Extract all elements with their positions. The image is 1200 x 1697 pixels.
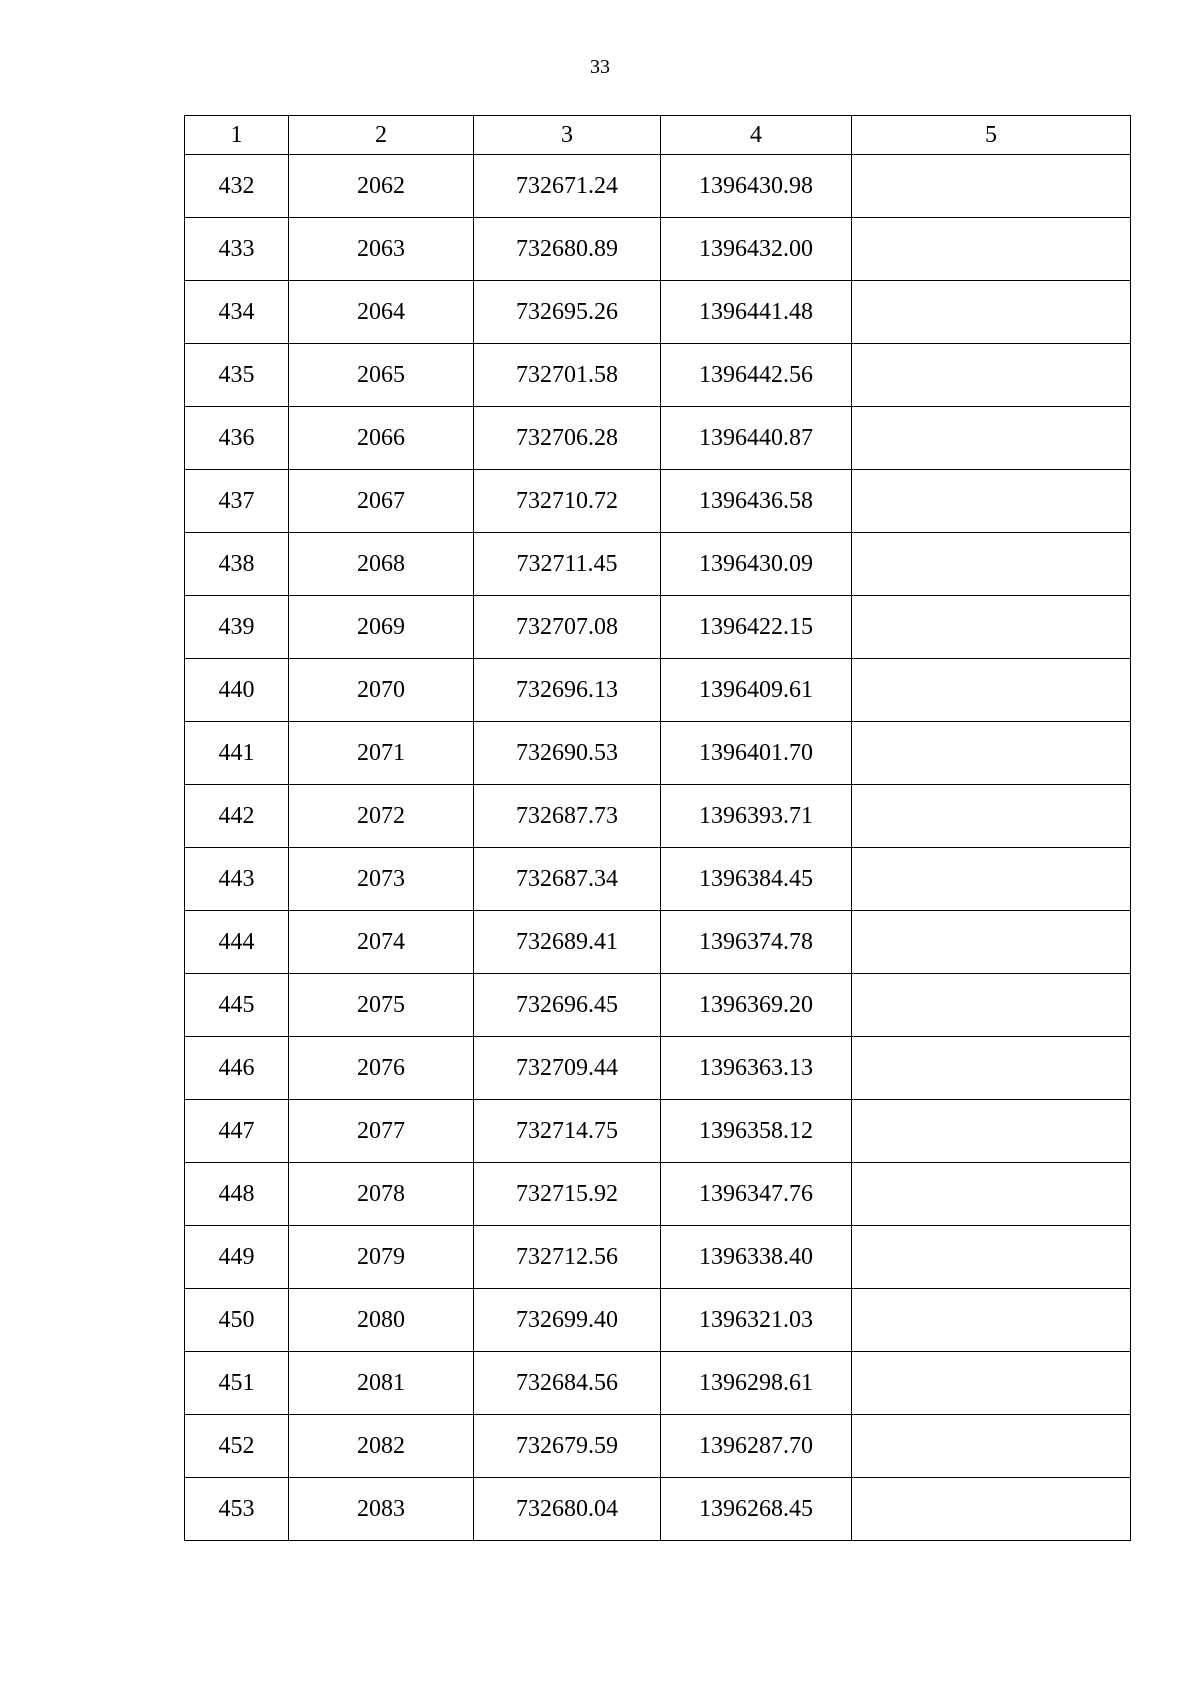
table-cell-col-5 <box>852 911 1131 974</box>
table-cell-col-5 <box>852 848 1131 911</box>
table-cell-col-5 <box>852 1100 1131 1163</box>
table-cell-col-3: 732695.26 <box>474 281 661 344</box>
column-header-5: 5 <box>852 116 1131 155</box>
table-cell-col-2: 2064 <box>289 281 474 344</box>
table-cell-col-4: 1396440.87 <box>661 407 852 470</box>
table-cell-col-5 <box>852 407 1131 470</box>
column-header-1: 1 <box>185 116 289 155</box>
table-cell-col-5 <box>852 1163 1131 1226</box>
table-cell-col-1: 432 <box>185 155 289 218</box>
table-row <box>185 1037 1131 1100</box>
table-body <box>185 155 1131 1541</box>
table-cell-col-5 <box>852 281 1131 344</box>
table-cell-col-3: 732696.45 <box>474 974 661 1037</box>
table-cell-col-4: 1396287.70 <box>661 1415 852 1478</box>
table-cell-col-1: 446 <box>185 1037 289 1100</box>
table-cell-col-2: 2074 <box>289 911 474 974</box>
table-cell-col-4: 1396347.76 <box>661 1163 852 1226</box>
table-cell-col-2: 2067 <box>289 470 474 533</box>
table-cell-col-3: 732684.56 <box>474 1352 661 1415</box>
table-cell-col-5 <box>852 722 1131 785</box>
table-cell-col-2: 2081 <box>289 1352 474 1415</box>
table-cell-col-4: 1396374.78 <box>661 911 852 974</box>
table-cell-col-4: 1396298.61 <box>661 1352 852 1415</box>
table-cell-col-2: 2068 <box>289 533 474 596</box>
table-cell-col-4: 1396363.13 <box>661 1037 852 1100</box>
table-row <box>185 407 1131 470</box>
table-cell-col-2: 2069 <box>289 596 474 659</box>
table-cell-col-1: 453 <box>185 1478 289 1541</box>
table-cell-col-1: 439 <box>185 596 289 659</box>
table-cell-col-3: 732696.13 <box>474 659 661 722</box>
table-cell-col-2: 2073 <box>289 848 474 911</box>
table-cell-col-5 <box>852 533 1131 596</box>
table-cell-col-5 <box>852 1478 1131 1541</box>
table-cell-col-1: 435 <box>185 344 289 407</box>
table-cell-col-2: 2078 <box>289 1163 474 1226</box>
table-cell-col-3: 732671.24 <box>474 155 661 218</box>
table-cell-col-4: 1396338.40 <box>661 1226 852 1289</box>
table-cell-col-5 <box>852 344 1131 407</box>
table-row <box>185 1163 1131 1226</box>
table-cell-col-3: 732715.92 <box>474 1163 661 1226</box>
table-row <box>185 470 1131 533</box>
table-cell-col-2: 2065 <box>289 344 474 407</box>
table-row <box>185 911 1131 974</box>
table-row <box>185 1415 1131 1478</box>
table-cell-col-3: 732709.44 <box>474 1037 661 1100</box>
table-cell-col-1: 438 <box>185 533 289 596</box>
table-cell-col-2: 2062 <box>289 155 474 218</box>
table-cell-col-4: 1396358.12 <box>661 1100 852 1163</box>
table-cell-col-2: 2075 <box>289 974 474 1037</box>
table-cell-col-4: 1396321.03 <box>661 1289 852 1352</box>
table-cell-col-3: 732701.58 <box>474 344 661 407</box>
table-row <box>185 974 1131 1037</box>
table-cell-col-3: 732711.45 <box>474 533 661 596</box>
table-cell-col-3: 732712.56 <box>474 1226 661 1289</box>
table-cell-col-4: 1396442.56 <box>661 344 852 407</box>
column-header-4: 4 <box>661 116 852 155</box>
table-row <box>185 785 1131 848</box>
table-cell-col-1: 451 <box>185 1352 289 1415</box>
table-cell-col-1: 443 <box>185 848 289 911</box>
table-cell-col-3: 732710.72 <box>474 470 661 533</box>
table-cell-col-5 <box>852 1226 1131 1289</box>
table-cell-col-2: 2080 <box>289 1289 474 1352</box>
table-cell-col-3: 732687.73 <box>474 785 661 848</box>
table-cell-col-1: 445 <box>185 974 289 1037</box>
table-cell-col-1: 441 <box>185 722 289 785</box>
table-row <box>185 1478 1131 1541</box>
table-cell-col-1: 433 <box>185 218 289 281</box>
table-cell-col-4: 1396430.98 <box>661 155 852 218</box>
table-row <box>185 533 1131 596</box>
table-cell-col-2: 2063 <box>289 218 474 281</box>
table-cell-col-4: 1396268.45 <box>661 1478 852 1541</box>
table-cell-col-4: 1396422.15 <box>661 596 852 659</box>
table-row <box>185 1226 1131 1289</box>
page-number: 33 <box>590 56 610 78</box>
table-cell-col-1: 440 <box>185 659 289 722</box>
table-cell-col-1: 447 <box>185 1100 289 1163</box>
table-cell-col-2: 2076 <box>289 1037 474 1100</box>
table-cell-col-3: 732707.08 <box>474 596 661 659</box>
table-cell-col-2: 2070 <box>289 659 474 722</box>
table-row <box>185 1352 1131 1415</box>
table-cell-col-2: 2077 <box>289 1100 474 1163</box>
table-row <box>185 1100 1131 1163</box>
table-cell-col-1: 450 <box>185 1289 289 1352</box>
column-header-3: 3 <box>474 116 661 155</box>
header-row <box>185 116 1131 155</box>
table-cell-col-1: 444 <box>185 911 289 974</box>
table-cell-col-5 <box>852 155 1131 218</box>
table-cell-col-5 <box>852 785 1131 848</box>
table-cell-col-5 <box>852 1037 1131 1100</box>
table-cell-col-4: 1396441.48 <box>661 281 852 344</box>
table-cell-col-3: 732714.75 <box>474 1100 661 1163</box>
table-cell-col-1: 452 <box>185 1415 289 1478</box>
table-cell-col-3: 732680.04 <box>474 1478 661 1541</box>
table-cell-col-5 <box>852 1352 1131 1415</box>
table-row <box>185 848 1131 911</box>
table-row <box>185 344 1131 407</box>
table-cell-col-1: 448 <box>185 1163 289 1226</box>
table-cell-col-1: 449 <box>185 1226 289 1289</box>
table-cell-col-5 <box>852 974 1131 1037</box>
table-cell-col-5 <box>852 1289 1131 1352</box>
table-row <box>185 596 1131 659</box>
coordinates-table <box>184 115 1131 1541</box>
table-cell-col-2: 2079 <box>289 1226 474 1289</box>
table-row <box>185 218 1131 281</box>
table-cell-col-2: 2066 <box>289 407 474 470</box>
table-cell-col-3: 732680.89 <box>474 218 661 281</box>
table-cell-col-4: 1396401.70 <box>661 722 852 785</box>
table-cell-col-4: 1396409.61 <box>661 659 852 722</box>
table-header <box>185 116 1131 155</box>
table-cell-col-5 <box>852 596 1131 659</box>
table-row <box>185 659 1131 722</box>
table-cell-col-4: 1396436.58 <box>661 470 852 533</box>
table-cell-col-5 <box>852 470 1131 533</box>
table-cell-col-3: 732689.41 <box>474 911 661 974</box>
table-cell-col-5 <box>852 1415 1131 1478</box>
table-cell-col-4: 1396430.09 <box>661 533 852 596</box>
table-cell-col-1: 437 <box>185 470 289 533</box>
table-cell-col-1: 436 <box>185 407 289 470</box>
table-cell-col-4: 1396393.71 <box>661 785 852 848</box>
table-cell-col-4: 1396369.20 <box>661 974 852 1037</box>
table-row <box>185 722 1131 785</box>
table-row <box>185 155 1131 218</box>
table-cell-col-5 <box>852 218 1131 281</box>
table-cell-col-3: 732690.53 <box>474 722 661 785</box>
table-cell-col-4: 1396384.45 <box>661 848 852 911</box>
table-row <box>185 1289 1131 1352</box>
table-cell-col-5 <box>852 659 1131 722</box>
table-cell-col-1: 434 <box>185 281 289 344</box>
table-cell-col-3: 732687.34 <box>474 848 661 911</box>
table-cell-col-2: 2083 <box>289 1478 474 1541</box>
table-cell-col-3: 732679.59 <box>474 1415 661 1478</box>
table-cell-col-4: 1396432.00 <box>661 218 852 281</box>
table-cell-col-3: 732699.40 <box>474 1289 661 1352</box>
table-cell-col-2: 2082 <box>289 1415 474 1478</box>
table-cell-col-2: 2072 <box>289 785 474 848</box>
table-cell-col-1: 442 <box>185 785 289 848</box>
table-cell-col-2: 2071 <box>289 722 474 785</box>
table-row <box>185 281 1131 344</box>
table-cell-col-3: 732706.28 <box>474 407 661 470</box>
column-header-2: 2 <box>289 116 474 155</box>
